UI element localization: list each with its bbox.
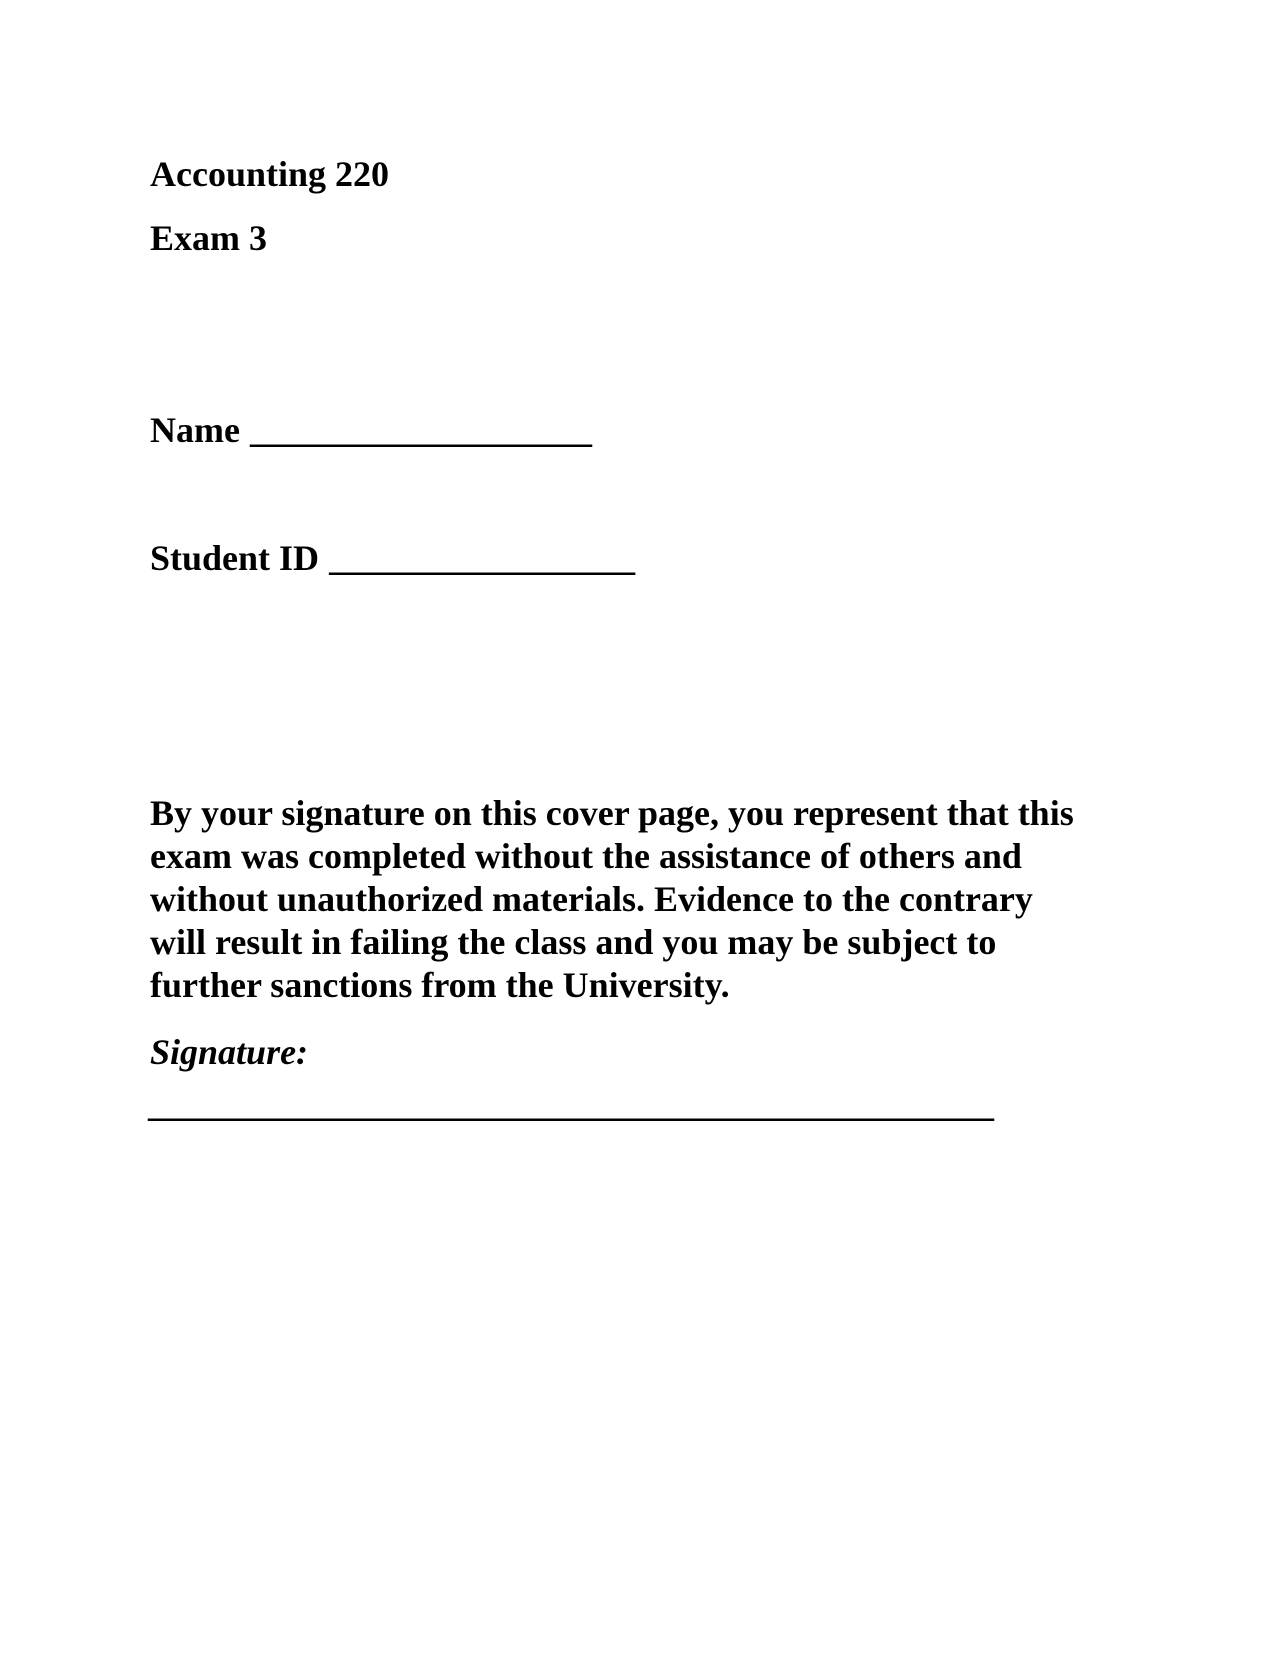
name-label: Name (150, 410, 240, 450)
student-id-label: Student ID (150, 538, 320, 578)
signature-label: Signature: (150, 1032, 309, 1072)
statement-line: further sanctions from the University. (150, 965, 730, 1005)
course-title: Accounting 220 (150, 154, 390, 194)
statement-line: exam was completed without the assistance of others and (150, 836, 1022, 876)
exam-title: Exam 3 (150, 218, 267, 258)
signature-blank-line: _______________________________________________ (148, 1084, 994, 1124)
statement-line: By your signature on this cover page, you represent that this (150, 793, 1074, 833)
integrity-statement (150, 792, 1150, 1007)
name-blank-line: ___________________ (249, 410, 592, 450)
student-id-blank-line: _________________ (329, 538, 636, 578)
statement-line: will result in failing the class and you may be subject to (150, 922, 997, 962)
student-id-field (150, 540, 635, 576)
name-field (150, 412, 592, 448)
statement-line: without unauthorized materials. Evidence to the contrary (150, 879, 1033, 919)
